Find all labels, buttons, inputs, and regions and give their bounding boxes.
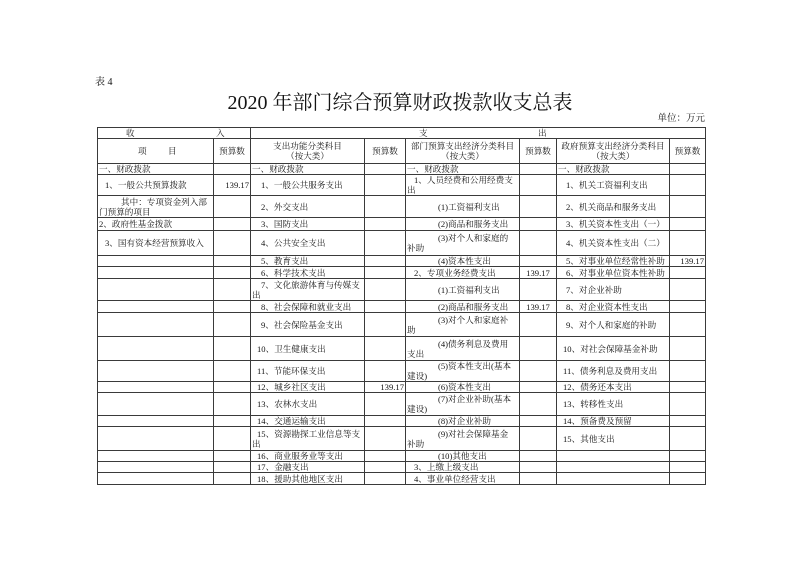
table-row: [98, 301, 706, 313]
cell-gov-economic-amount: [670, 301, 706, 313]
cell-dept-economic-amount: [520, 337, 557, 361]
cell-dept-economic-amount: [520, 313, 557, 337]
cell-gov-economic-amount: [670, 231, 706, 256]
cell-function-item: 9、社会保险基金支出: [251, 313, 365, 337]
column-header-row: [98, 139, 706, 164]
cell-gov-economic-amount: [670, 175, 706, 196]
column-header-label: 预算数: [219, 146, 245, 156]
table-row: [98, 196, 706, 218]
cell-dept-economic-amount: [520, 382, 557, 393]
column-header-gov-economic-amount: [670, 139, 706, 164]
table-row: [98, 382, 706, 393]
column-header-label: 部门预算支出经济分类科目: [410, 141, 515, 151]
cell-income-item: 1、一般公共预算拨款: [98, 175, 214, 196]
cell-income-amount: [214, 313, 251, 337]
budget-table: [97, 127, 706, 485]
column-header-label: 预算数: [674, 146, 701, 156]
cell-dept-economic-amount: [520, 361, 557, 382]
cell-function-amount: [365, 218, 406, 231]
cell-function-item: 2、外交支出: [251, 196, 365, 218]
cell-dept-economic-amount: [520, 175, 557, 196]
table-row: [98, 279, 706, 301]
cell-dept-economic-item: (8)对企业补助: [406, 416, 520, 427]
cell-function-item: 7、文化旅游体育与传媒支出: [251, 279, 365, 301]
cell-function-amount: [365, 256, 406, 267]
column-header-function-amount: [365, 139, 406, 164]
cell-gov-economic-amount: [670, 462, 706, 473]
cell-function-item: 17、金融支出: [251, 462, 365, 473]
cell-gov-economic-item: 2、机关商品和服务支出: [557, 196, 670, 218]
cell-income-amount: [214, 382, 251, 393]
cell-dept-economic-item: (2)商品和服务支出: [406, 301, 520, 313]
expenditure-section-header: [251, 128, 706, 139]
table-row: [98, 473, 706, 485]
column-header-label: 政府预算支出经济分类科目: [561, 141, 665, 151]
cell-income-amount: [214, 231, 251, 256]
cell-dept-economic-item: (1)工资福利支出: [406, 196, 520, 218]
cell-income-item: [98, 462, 214, 473]
cell-function-item: 13、农林水支出: [251, 393, 365, 416]
cell-dept-economic-amount: [520, 256, 557, 267]
cell-function-amount: [365, 337, 406, 361]
cell-income-amount: [214, 361, 251, 382]
cell-gov-economic-item: 7、对企业补助: [557, 279, 670, 301]
cell-income-amount: 139.17: [214, 175, 251, 196]
cell-dept-economic-amount: [520, 427, 557, 451]
column-header-sublabel: （按大类）: [441, 151, 484, 161]
table-row: [98, 462, 706, 473]
cell-function-amount: [365, 416, 406, 427]
cell-gov-economic-item: 5、对事业单位经常性补助: [557, 256, 670, 267]
section-header-row: [98, 128, 706, 139]
cell-dept-economic-amount: [520, 416, 557, 427]
cell-function-item: 11、节能环保支出: [251, 361, 365, 382]
cell-function-amount: [365, 393, 406, 416]
column-header-sublabel: （按大类）: [286, 151, 329, 161]
cell-dept-economic-amount: [520, 164, 557, 175]
cell-income-item: [98, 382, 214, 393]
cell-function-item: 12、城乡社区支出: [251, 382, 365, 393]
cell-function-amount: [365, 361, 406, 382]
table-row: [98, 393, 706, 416]
cell-income-item: [98, 256, 214, 267]
cell-gov-economic-amount: 139.17: [670, 256, 706, 267]
cell-dept-economic-amount: [520, 196, 557, 218]
cell-function-amount: [365, 462, 406, 473]
cell-function-amount: [365, 267, 406, 279]
cell-income-amount: [214, 416, 251, 427]
cell-income-amount: [214, 267, 251, 279]
unit-label: 单位：万元: [657, 114, 705, 124]
cell-gov-economic-amount: [670, 361, 706, 382]
cell-income-item: [98, 451, 214, 462]
table-row: [98, 361, 706, 382]
column-header-function-item: [251, 139, 365, 164]
cell-dept-economic-amount: [520, 218, 557, 231]
budget-table-body: [98, 164, 706, 485]
column-header-income-amount: [214, 139, 251, 164]
cell-income-item: 3、国有资本经营预算收入: [98, 231, 214, 256]
cell-income-amount: [214, 473, 251, 485]
page-title: 2020 年部门综合预算财政拨款收支总表: [227, 92, 573, 114]
table-row: [98, 218, 706, 231]
cell-dept-economic-amount: [520, 451, 557, 462]
cell-function-item: 3、国防支出: [251, 218, 365, 231]
cell-gov-economic-amount: [670, 164, 706, 175]
cell-income-item: [98, 337, 214, 361]
cell-income-amount: [214, 256, 251, 267]
cell-function-item: 18、援助其他地区支出: [251, 473, 365, 485]
income-section-label: 收入: [126, 128, 306, 138]
cell-dept-economic-item: (7)对企业补助(基本建设): [406, 393, 520, 416]
cell-gov-economic-item: 一、财政拨款: [557, 164, 670, 175]
cell-gov-economic-item: 12、债务还本支出: [557, 382, 670, 393]
cell-income-item: [98, 427, 214, 451]
cell-gov-economic-item: [557, 451, 670, 462]
cell-income-amount: [214, 218, 251, 231]
column-header-sublabel: （按大类）: [591, 151, 635, 161]
cell-function-item: 5、教育支出: [251, 256, 365, 267]
cell-dept-economic-item: (10)其他支出: [406, 451, 520, 462]
cell-gov-economic-amount: [670, 382, 706, 393]
cell-function-amount: [365, 196, 406, 218]
table-number-label: 表 4: [95, 77, 113, 88]
cell-function-amount: 139.17: [365, 382, 406, 393]
cell-gov-economic-amount: [670, 196, 706, 218]
cell-gov-economic-item: [557, 462, 670, 473]
cell-dept-economic-item: (4)债务利息及费用支出: [406, 337, 520, 361]
cell-income-item: [98, 313, 214, 337]
column-header-label: 项目: [138, 146, 198, 156]
cell-income-amount: [214, 462, 251, 473]
table-row: [98, 416, 706, 427]
cell-dept-economic-item: 2、专项业务经费支出: [406, 267, 520, 279]
cell-income-item: 一、财政拨款: [98, 164, 214, 175]
cell-dept-economic-amount: 139.17: [520, 267, 557, 279]
column-header-dept-economic-item: [406, 139, 520, 164]
cell-dept-economic-item: (9)对社会保障基金补助: [406, 427, 520, 451]
cell-dept-economic-item: (4)资本性支出: [406, 256, 520, 267]
cell-gov-economic-item: 9、对个人和家庭的补助: [557, 313, 670, 337]
cell-dept-economic-item: (3)对个人和家庭补助: [406, 313, 520, 337]
cell-function-amount: [365, 427, 406, 451]
cell-gov-economic-item: 6、对事业单位资本性补助: [557, 267, 670, 279]
cell-function-amount: [365, 313, 406, 337]
cell-income-item: 其中：专项资金列入部门预算的项目: [98, 196, 214, 218]
cell-dept-economic-amount: [520, 393, 557, 416]
cell-income-item: [98, 361, 214, 382]
cell-gov-economic-amount: [670, 218, 706, 231]
cell-gov-economic-amount: [670, 427, 706, 451]
cell-income-amount: [214, 196, 251, 218]
cell-income-amount: [214, 393, 251, 416]
column-header-label: 预算数: [372, 146, 398, 156]
cell-dept-economic-amount: [520, 279, 557, 301]
cell-dept-economic-amount: [520, 473, 557, 485]
cell-income-amount: [214, 337, 251, 361]
cell-income-amount: [214, 279, 251, 301]
cell-income-amount: [214, 427, 251, 451]
cell-function-item: 1、一般公共服务支出: [251, 175, 365, 196]
cell-income-item: [98, 393, 214, 416]
cell-dept-economic-item: (2)商品和服务支出: [406, 218, 520, 231]
cell-gov-economic-item: 8、对企业资本性支出: [557, 301, 670, 313]
cell-dept-economic-item: (1)工资福利支出: [406, 279, 520, 301]
cell-dept-economic-item: (3)对个人和家庭的补助: [406, 231, 520, 256]
column-header-label: 支出功能分类科目: [273, 141, 342, 151]
cell-dept-economic-item: 一、财政拨款: [406, 164, 520, 175]
cell-function-amount: [365, 279, 406, 301]
cell-income-item: 2、政府性基金拨款: [98, 218, 214, 231]
cell-function-item: 15、资源勘探工业信息等支出: [251, 427, 365, 451]
column-header-income-item: [98, 139, 214, 164]
cell-gov-economic-item: 3、机关资本性支出（一）: [557, 218, 670, 231]
cell-function-item: 4、公共安全支出: [251, 231, 365, 256]
cell-function-item: 一、财政拨款: [251, 164, 365, 175]
cell-function-amount: [365, 231, 406, 256]
cell-gov-economic-item: 11、债务利息及费用支出: [557, 361, 670, 382]
cell-income-item: [98, 416, 214, 427]
cell-function-amount: [365, 164, 406, 175]
table-row: [98, 313, 706, 337]
cell-dept-economic-item: 4、事业单位经营支出: [406, 473, 520, 485]
cell-gov-economic-amount: [670, 473, 706, 485]
cell-income-amount: [214, 301, 251, 313]
table-row: [98, 337, 706, 361]
cell-gov-economic-amount: [670, 279, 706, 301]
column-header-gov-economic-item: [557, 139, 670, 164]
cell-dept-economic-amount: 139.17: [520, 301, 557, 313]
table-row: [98, 256, 706, 267]
cell-income-item: [98, 301, 214, 313]
column-header-label: 预算数: [525, 146, 551, 156]
table-row: [98, 427, 706, 451]
cell-function-item: 8、社会保障和就业支出: [251, 301, 365, 313]
cell-gov-economic-item: 15、其他支出: [557, 427, 670, 451]
table-row: [98, 267, 706, 279]
table-row: [98, 164, 706, 175]
cell-income-amount: [214, 164, 251, 175]
expenditure-section-label: 支出: [419, 128, 657, 138]
table-row: [98, 451, 706, 462]
cell-gov-economic-amount: [670, 393, 706, 416]
cell-gov-economic-amount: [670, 416, 706, 427]
cell-gov-economic-item: 14、预备费及预留: [557, 416, 670, 427]
cell-dept-economic-item: (5)资本性支出(基本建设): [406, 361, 520, 382]
cell-gov-economic-amount: [670, 267, 706, 279]
table-row: [98, 175, 706, 196]
cell-gov-economic-amount: [670, 313, 706, 337]
cell-function-item: 14、交通运输支出: [251, 416, 365, 427]
cell-function-amount: [365, 175, 406, 196]
cell-function-item: 6、科学技术支出: [251, 267, 365, 279]
cell-dept-economic-amount: [520, 231, 557, 256]
cell-dept-economic-amount: [520, 462, 557, 473]
cell-function-amount: [365, 301, 406, 313]
cell-function-item: 10、卫生健康支出: [251, 337, 365, 361]
cell-gov-economic-item: 13、转移性支出: [557, 393, 670, 416]
cell-function-amount: [365, 451, 406, 462]
cell-gov-economic-item: 10、对社会保障基金补助: [557, 337, 670, 361]
cell-gov-economic-item: [557, 473, 670, 485]
cell-income-item: [98, 279, 214, 301]
income-section-header: [98, 128, 306, 139]
cell-dept-economic-item: (6)资本性支出: [406, 382, 520, 393]
cell-dept-economic-item: 3、上缴上级支出: [406, 462, 520, 473]
cell-income-item: [98, 267, 214, 279]
cell-gov-economic-item: 1、机关工资福利支出: [557, 175, 670, 196]
cell-gov-economic-amount: [670, 451, 706, 462]
cell-function-amount: [365, 473, 406, 485]
cell-dept-economic-item: 1、人员经费和公用经费支出: [406, 175, 520, 196]
table-row: [98, 231, 706, 256]
cell-income-amount: [214, 451, 251, 462]
cell-gov-economic-item: 4、机关资本性支出（二）: [557, 231, 670, 256]
column-header-dept-economic-amount: [520, 139, 557, 164]
cell-gov-economic-amount: [670, 337, 706, 361]
cell-function-item: 16、商业服务业等支出: [251, 451, 365, 462]
cell-income-item: [98, 473, 214, 485]
